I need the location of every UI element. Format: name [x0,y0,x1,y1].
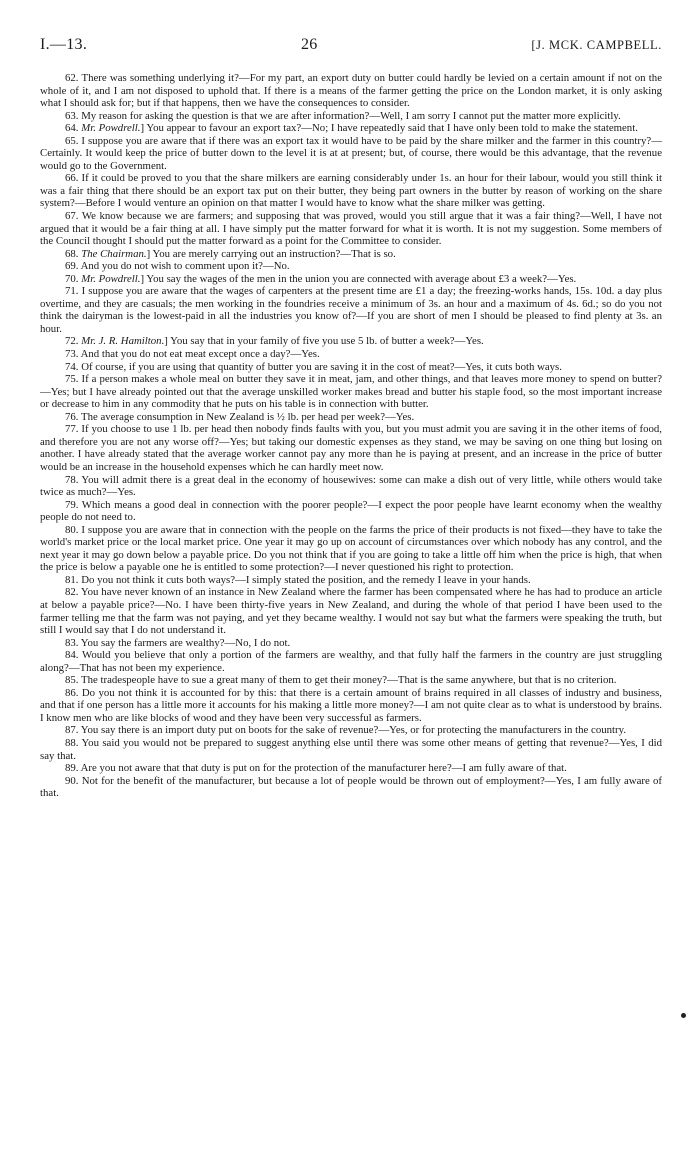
paragraph-text: 77. If you choose to use 1 lb. per head then nobody finds faults with you, but you must admit you are saving it in the other items of food, and therefore you are not any worse off?—Yes; but taking our domestic expenses as they stand, we may be saving on one thing but losing on another. I have already stated that the average worker cannot pay any more than he is paying at present, and an increase in the price of butter would be an increase in the household expenses which he can hardly meet now. [40,423,662,473]
witness-name: [J. MCK. CAMPBELL. [531,38,662,52]
paragraph-text: 62. There was something underlying it?—For my part, an export duty on butter could hardly be levied on a certain amount if not on the whole of it, and I am not disposed to uphold that. If there is a means of the farmer getting the price on the London market, it is only asking what I should ask for; but if that happens, then we have the consequences to consider. [40,72,662,110]
margin-dot [681,1013,686,1018]
question-paragraph [40,423,662,473]
page-header [40,36,662,60]
question-paragraph [40,775,662,800]
question-paragraph [40,122,662,135]
paragraph-text: 64. [65,122,82,135]
paragraph-text: 63. My reason for asking the question is that we are after information?—Well, I am sorry I cannot put the matter more explicitly. [65,109,621,122]
speaker-name: The Chairman. [81,247,147,260]
paragraph-text: 72. [65,335,82,348]
paragraph-text: 76. The average consumption in New Zealand is ½ lb. per head per week?—Yes. [65,410,415,423]
question-paragraph [40,762,662,775]
paragraph-text: 65. I suppose you are aware that if there was an export tax it would have to be paid by the share milker and the farmer in this country?—Certainly. It would keep the price of butter down to the level it is at at present; but, of course, there would be this advantage, that the revenue would go to the Government. [40,134,662,172]
paragraph-text: 84. Would you believe that only a portion of the farmers are wealthy, and that fully half the farmers in the country are just struggling along?—That has not been my experience. [40,649,662,674]
paragraph-text: 71. I suppose you are aware that the wages of carpenters at the present time are £1 a day; the freezing-works hands, 15s. 10d. a day plus overtime, and they are casuals; the men working in the foundries receive a minimum of 3s. an hour and a maximum of 4s. 6d.; so do you not think the dairyman is the lowest-paid in all the industries you know of?—If you are short of men I should be pleased to find plenty at 3s. an hour. [40,285,662,335]
paragraph-text: ] You are merely carrying out an instruction?—That is so. [146,247,396,260]
paragraph-text: 73. And that you do not eat meat except once a day?—Yes. [65,348,320,361]
question-paragraph [40,210,662,248]
paragraph-text: 75. If a person makes a whole meal on butter they save it in meat, jam, and other things, and that leaves more money to spend on butter?—Yes; but I have already pointed out that the average unskilled worker makes bread and butter his staple food, so the most important increase or decrease to him in any commodity that he puts on his table is in connection with butter. [40,373,662,411]
question-paragraph [40,285,662,335]
question-paragraph [40,687,662,725]
question-paragraph [40,72,662,110]
question-paragraph [40,335,662,348]
document-body [40,72,662,800]
paragraph-text: 83. You say the farmers are wealthy?—No, I do not. [65,636,291,649]
question-paragraph [40,499,662,524]
paragraph-text: 87. You say there is an import duty put on boots for the sake of revenue?—Yes, or for protecting the manufacturers in the country. [65,724,627,737]
speaker-name: Mr. J. R. Hamilton. [81,335,165,348]
paragraph-text: ] You say that in your family of five you use 5 lb. of butter a week?—Yes. [164,335,484,348]
question-paragraph [40,674,662,687]
question-paragraph [40,373,662,411]
speaker-name: Mr. Powdrell. [81,122,141,135]
paragraph-text: 85. The tradespeople have to sue a great many of them to get their money?—That is the same anywhere, but that is no criterion. [65,674,617,687]
question-paragraph [40,574,662,587]
paragraph-text: 86. Do you not think it is accounted for by this: that there is a certain amount of brains required in all classes of industry and business, and that if one person has a little more it accounts for his making a little more money?—I am not quite clear as to what is understood by brains. I know men who are like blocks of wood and they have been very successful as farmers. [40,686,662,724]
paragraph-text: 80. I suppose you are aware that in connection with the people on the farms the price of their products is not fixed—they have to take the world's market price or the local market price. One year it may go up on account of circumstances over which nobody has any control, and the next year it may go down below a payable price. Do you not think that if you are going to take a little off him when the price is high, that when the price is below a payable one he is entitled to some protection?—I never questioned his right to protection. [40,523,662,574]
paragraph-text: 66. If it could be proved to you that the share milkers are earning considerably under 1s. an hour for their labour, would you still think it was a fair thing that there should be an export tax put on their butter, they being part owners in the butter by reason of working on the share system?—Before I would venture an opinion on that matter I would have to know what the share milker was getting. [40,172,662,210]
question-paragraph [40,637,662,650]
question-paragraph [40,474,662,499]
paragraph-text: 68. [65,247,82,260]
question-paragraph [40,586,662,636]
question-paragraph [40,172,662,210]
question-paragraph [40,135,662,173]
question-paragraph [40,724,662,737]
question-paragraph [40,348,662,361]
page-number: 26 [300,36,318,53]
question-paragraph [40,110,662,123]
question-paragraph [40,248,662,261]
paragraph-text: 70. [65,272,82,285]
question-paragraph [40,737,662,762]
speaker-name: Mr. Powdrell. [81,272,141,285]
paragraph-text: 74. Of course, if you are using that quantity of butter you are saving it in the cost of meat?—Yes, it cuts both ways. [65,360,562,373]
paragraph-text: 78. You will admit there is a great deal in the economy of housewives: some can make a dish out of very little, while others would take twice as much?—Yes. [40,473,662,499]
paragraph-text: ] You appear to favour an export tax?—No; I have repeatedly said that I have only been told to make the statement. [140,122,638,135]
paragraph-text: 79. Which means a good deal in connection with the poorer people?—I expect the poor people have learnt economy when the wealthy people do not need to. [40,498,662,524]
question-paragraph [40,260,662,273]
paragraph-text: 89. Are you not aware that that duty is put on for the protection of the manufacturer here?—I am fully aware of that. [65,762,567,775]
paragraph-text: 67. We know because we are farmers; and supposing that was proved, would you still argue that it was a fair thing?—Well, I have not argued that it would be a fair thing at all. I have simply put the matter forward for what it is worth. It is not my suggestion. Some members of the Council thought I should put the matter forward as a point for the Committee to consider. [40,210,662,248]
paragraph-text: 88. You said you would not be prepared to suggest anything else until there was some other means of getting that revenue?—Yes, I did say that. [40,736,662,762]
paragraph-text: 69. And you do not wish to comment upon it?—No. [65,260,290,273]
question-paragraph [40,649,662,674]
paragraph-text: ] You say the wages of the men in the union you are connected with average about £3 a week?—Yes. [140,272,577,285]
paragraph-text: 90. Not for the benefit of the manufacturer, but because a lot of people would be thrown out of employment?—Yes, I am fully aware of that. [40,774,662,800]
question-paragraph [40,273,662,286]
paragraph-text: 82. You have never known of an instance in New Zealand where the farmer has been compensated where he has had to produce an article at below a payable price?—No. I have been thirty-five years in New Zealand, and during the whole of that period I have been used to the farmer telling me that the farm was not paying, and yet they became wealthy. I would not say but what the farmers were speaking the truth, but still I would say that I do not understand it. [40,586,662,637]
question-paragraph [40,524,662,574]
paper-reference: I.—13. [40,36,88,53]
question-paragraph [40,411,662,424]
question-paragraph [40,361,662,374]
paragraph-text: 81. Do you not think it cuts both ways?—I simply stated the position, and the remedy I leave in your hands. [65,573,531,586]
